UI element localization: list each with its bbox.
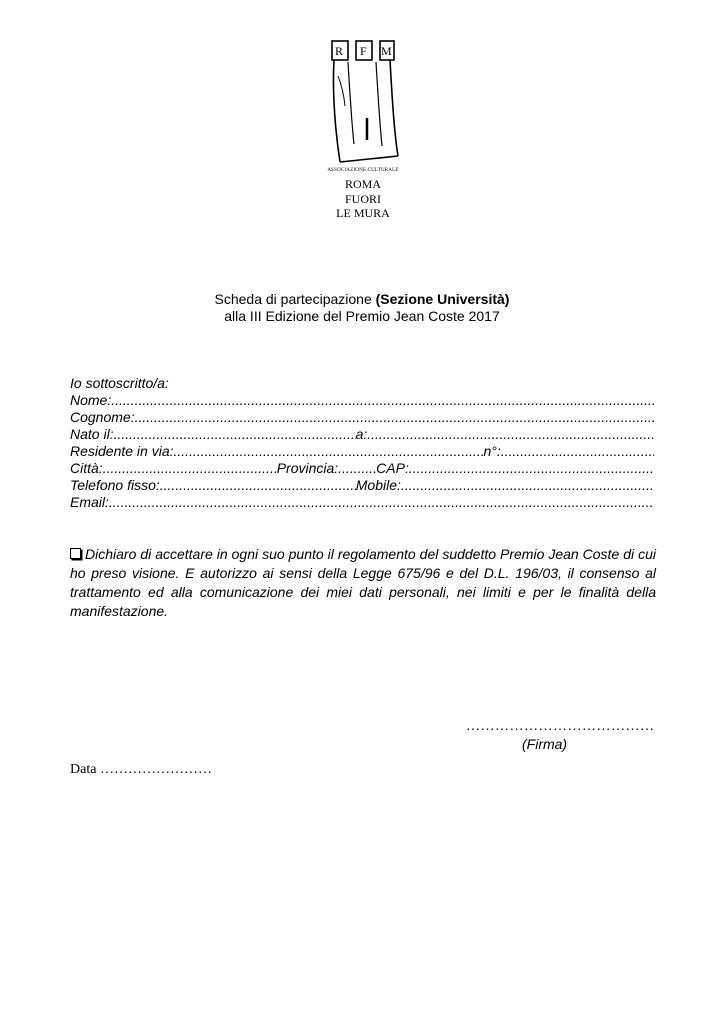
address-row (70, 443, 654, 460)
address-label: Residente in via: (70, 443, 174, 459)
name-field[interactable] (70, 392, 654, 409)
province-label: Provincia: (276, 460, 339, 476)
surname-label: Cognome: (70, 409, 135, 425)
title-prefix: Scheda di partecipazione (214, 291, 372, 307)
form-title (0, 291, 724, 307)
form-intro: Io sottoscritto/a: (70, 375, 169, 391)
consent-checkbox[interactable] (70, 548, 81, 559)
logo-name-line-3: LE MURA (336, 206, 390, 220)
logo-name-line-2: FUORI (344, 192, 381, 206)
house-number-field[interactable] (501, 443, 654, 460)
city-row (70, 460, 654, 477)
birth-date-field[interactable] (114, 426, 356, 443)
logo-letter-r: R (335, 44, 344, 58)
phone-field[interactable] (160, 477, 356, 494)
signature-label: (Firma) (522, 736, 568, 752)
title-section: (Sezione Università) (375, 291, 510, 307)
cap-field[interactable] (409, 460, 654, 477)
date-label: Data (70, 762, 97, 777)
birth-date-label: Nato il: (70, 426, 114, 442)
mobile-field[interactable] (401, 477, 654, 494)
email-label: Email: (70, 494, 109, 510)
name-label: Nome: (70, 392, 112, 408)
city-label: Città: (70, 460, 103, 476)
city-field[interactable] (103, 460, 277, 477)
date-field[interactable]: …………………… (99, 762, 212, 777)
birth-place-field[interactable] (367, 426, 654, 443)
address-field[interactable] (174, 443, 484, 460)
consent-declaration (70, 545, 656, 621)
logo-name-line-1: ROMA (344, 177, 381, 191)
participant-form (70, 375, 654, 511)
association-logo (318, 36, 408, 226)
phone-label: Telefono fisso: (70, 477, 160, 493)
form-subtitle: alla III Edizione del Premio Jean Coste 2017 (224, 308, 500, 324)
signature-line[interactable]: ………………………………… (466, 719, 655, 734)
mobile-label: Mobile: (355, 477, 401, 493)
date-row (70, 762, 212, 778)
birth-row (70, 426, 654, 443)
consent-text: Dichiaro di accettare in ogni suo punto il regolamento del suddetto Premio Jean Coste di cui ho preso visione. E autorizzo ai sensi della Legge 675/96 e del D.L. 196/03, il consenso al trattamento ed alla comunicazione dei miei dati personali, nei limiti e per le finalità della manifestazione. (70, 546, 656, 619)
surname-field[interactable] (70, 409, 654, 426)
logo-letter-m: M (381, 44, 392, 58)
province-field[interactable] (338, 460, 376, 477)
cap-label: CAP: (376, 460, 409, 476)
house-number-label: n°: (483, 443, 501, 459)
email-field[interactable] (70, 494, 654, 511)
logo-association-label: ASSOCIAZIONE CULTURALE (327, 168, 399, 173)
birth-place-label: a: (355, 426, 368, 442)
logo-letter-f: F (360, 44, 367, 58)
phone-row (70, 477, 654, 494)
